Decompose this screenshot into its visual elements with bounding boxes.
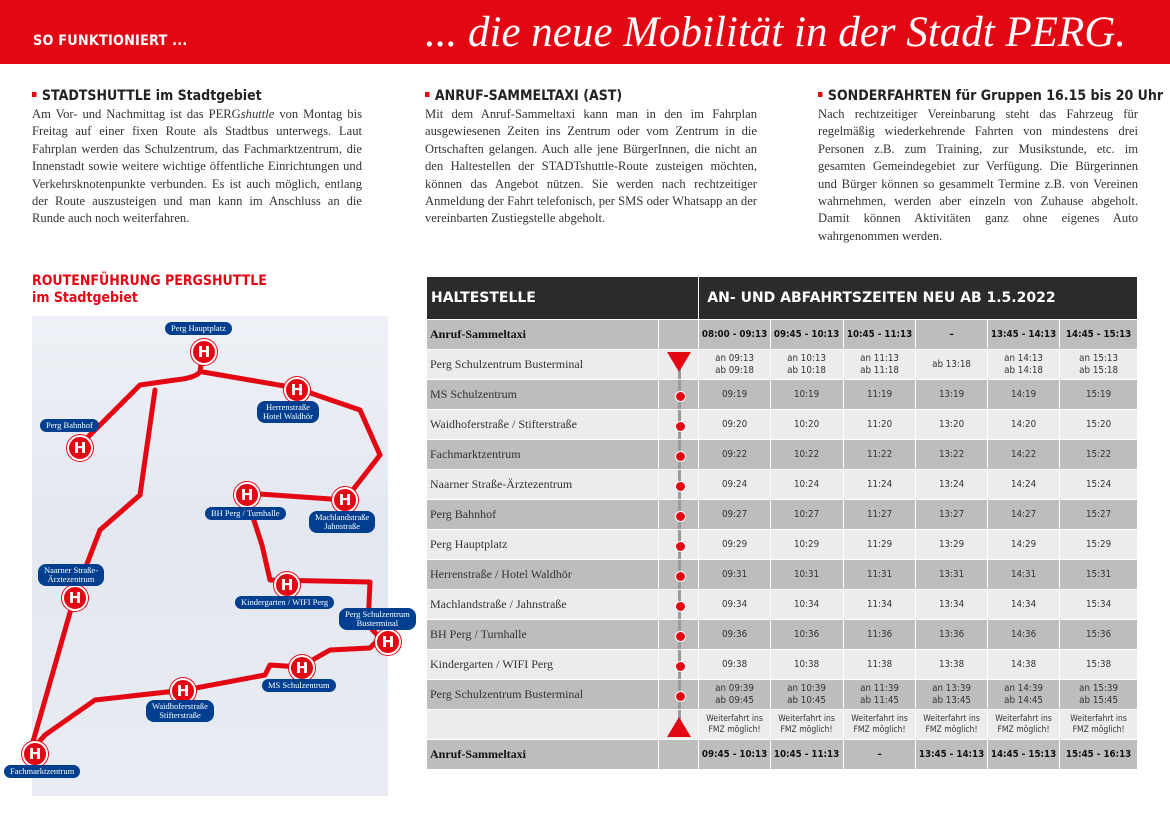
cell-time: 13:27 [915,500,987,530]
cell-stop: Perg Schulzentrum Busterminal [427,350,659,380]
cell-time: 10:24 [771,470,843,500]
stop-dot-icon [675,571,686,582]
cell-stop: Kindergarten / WIFI Perg [427,650,659,680]
stop-marker-fachmarktzentrum[interactable]: H [22,741,48,767]
cell-stop: Anruf-Sammeltaxi [427,320,659,350]
cell-time: – [915,320,987,350]
line-cell [659,590,699,620]
cell-time: 15:19 [1059,380,1137,410]
cell-time: 11:31 [843,560,915,590]
cell-stop: Fachmarktzentrum [427,440,659,470]
line-cell [659,620,699,650]
cell-time: an 10:13 ab 10:18 [771,350,843,380]
cell-time: 13:31 [915,560,987,590]
cell-time: 15:36 [1059,620,1137,650]
stop-dot-icon [675,661,686,672]
cell-time: 09:19 [699,380,771,410]
column-title: ANRUF-SAMMELTAXI (AST) [425,88,724,104]
table-row [427,680,1138,710]
cell-time: 09:36 [699,620,771,650]
stop-dot-icon [675,601,686,612]
column-text: Nach rechtzeitiger Vereinbarung steht das Fahrzeug für regelmäßig wiederkehrende Fahrten von mindestens drei Personen z.B. zum Training, zur Musikstunde, etc. im gesamten Gemeindegebiet zur Verfügung. Die Bürgerinnen und Bürger können so gesammelt Termine z.B. von Vereinen wahrnehmen, werden aber einzeln von Zuhause abgeholt. Damit können Aktivitäten ganz ohne eigenes Auto wahrgenommen werden. [818,107,1138,243]
line-cell [659,500,699,530]
cell-time: 11:38 [843,650,915,680]
cell-time: 10:31 [771,560,843,590]
cell-time: 14:27 [987,500,1059,530]
timetable-table [426,276,1138,770]
cell-time: 15:29 [1059,530,1137,560]
cell-time: 10:45 - 11:13 [771,740,843,770]
cell-time: 10:19 [771,380,843,410]
cell-time: 15:31 [1059,560,1137,590]
cell-time: 14:29 [987,530,1059,560]
cell-time: ab 13:18 [915,350,987,380]
cell-time: 15:20 [1059,410,1137,440]
cell-time: 11:27 [843,500,915,530]
cell-time: 09:34 [699,590,771,620]
cell-time: an 11:39 ab 11:45 [843,680,915,710]
header-stop: HALTESTELLE [427,277,699,320]
cell-time: 13:19 [915,380,987,410]
stop-label-ms-schulzentrum: MS Schulzentrum [262,679,336,692]
table-row [427,350,1138,380]
cell-time: an 11:13 ab 11:18 [843,350,915,380]
cell-stop [427,710,659,740]
stop-label-naarner-strasse: Naarner Straße- Ärztezentrum [38,564,104,586]
cell-time: 10:29 [771,530,843,560]
cell-time: 13:34 [915,590,987,620]
stop-label-fachmarktzentrum: Fachmarktzentrum [4,765,80,778]
stop-dot-icon [675,421,686,432]
cell-note: Weiterfahrt ins FMZ möglich! [771,710,843,740]
table-row [427,380,1138,410]
cell-stop: Naarner Straße-Ärztezentrum [427,470,659,500]
cell-time: 14:34 [987,590,1059,620]
cell-time: 15:45 - 16:13 [1059,740,1137,770]
cell-time: an 14:13 ab 14:18 [987,350,1059,380]
cell-time: 14:20 [987,410,1059,440]
cell-stop: Perg Bahnhof [427,500,659,530]
cell-note: Weiterfahrt ins FMZ möglich! [843,710,915,740]
line-cell [659,650,699,680]
cell-time: 09:45 - 10:13 [699,740,771,770]
cell-time: an 13:39 ab 13:45 [915,680,987,710]
cell-time: 11:20 [843,410,915,440]
cell-time: 10:45 - 11:13 [843,320,915,350]
cell-time: 13:22 [915,440,987,470]
cell-note: Weiterfahrt ins FMZ möglich! [1059,710,1137,740]
stop-label-machlandstrasse: Machlandstraße Jahnstraße [309,511,375,533]
cell-time: 15:34 [1059,590,1137,620]
stop-dot-icon [675,631,686,642]
table-row [427,620,1138,650]
cell-time: 14:22 [987,440,1059,470]
cell-time: 09:29 [699,530,771,560]
cell-time: 10:22 [771,440,843,470]
table-row-note [427,710,1138,740]
end-triangle-icon [667,717,691,737]
stop-label-schulzentrum-busterminal: Perg Schulzentrum Busterminal [339,608,416,630]
cell-time: 14:19 [987,380,1059,410]
line-cell [659,440,699,470]
cell-stop: Waidhoferstraße / Stifterstraße [427,410,659,440]
cell-time: 10:38 [771,650,843,680]
stop-dot-icon [675,691,686,702]
cell-stop: MS Schulzentrum [427,380,659,410]
line-cell [659,680,699,710]
cell-time: 11:34 [843,590,915,620]
cell-time: 15:27 [1059,500,1137,530]
table-row [427,590,1138,620]
line-cell [659,350,699,380]
cell-time: 10:36 [771,620,843,650]
table-row [427,530,1138,560]
stop-label-hauptplatz: Perg Hauptplatz [165,322,232,335]
cell-stop: Herrenstraße / Hotel Waldhör [427,560,659,590]
stop-marker-bahnhof[interactable]: H [67,435,93,461]
stop-marker-hauptplatz[interactable]: H [191,339,217,365]
header-times: AN- UND ABFAHRTSZEITEN NEU AB 1.5.2022 [699,277,1138,320]
cell-time: 13:24 [915,470,987,500]
route-title: ROUTENFÜHRUNG PERGSHUTTLE im Stadtgebiet [32,273,267,306]
table-row [427,410,1138,440]
cell-time: 11:36 [843,620,915,650]
cell-time: 09:20 [699,410,771,440]
stop-label-kindergarten: Kindergarten / WIFI Perg [235,596,334,609]
stop-dot-icon [675,511,686,522]
cell-time: an 09:13 ab 09:18 [699,350,771,380]
stop-marker-schulzentrum-busterminal[interactable]: H [375,629,401,655]
stop-marker-naarner-strasse[interactable]: H [62,585,88,611]
cell-time: 09:31 [699,560,771,590]
bullet-square [818,92,823,97]
column-ast [425,88,757,228]
stop-dot-icon [675,451,686,462]
cell-time: 09:22 [699,440,771,470]
cell-time: 09:24 [699,470,771,500]
stop-marker-ms-schulzentrum[interactable]: H [289,655,315,681]
line-cell [659,740,699,770]
cell-time: an 09:39 ab 09:45 [699,680,771,710]
cell-time: 10:27 [771,500,843,530]
stop-marker-herrenstrasse[interactable]: H [284,377,310,403]
column-text: Mit dem Anruf-Sammeltaxi kann man in den im Fahrplan ausgewiesenen Zeiten ins Zentrum oder vom Zentrum in die Ortschaften gelangen. Auch alle jene BürgerInnen, die nicht an den Haltestellen der STADTshuttle-Route zusteigen möchten, können das Angebot nützen. Sie werden nach rechtzeitiger Anmeldung der Fahrt telefonisch, per SMS oder Whatsapp an der vereinbarten Zustiegstelle abgeholt. [425,107,757,226]
stop-label-bh-perg: BH Perg / Turnhalle [205,507,286,520]
cell-note: Weiterfahrt ins FMZ möglich! [699,710,771,740]
line-cell [659,410,699,440]
stop-dot-icon [675,391,686,402]
header-kicker: SO FUNKTIONIERT ... [33,33,188,49]
cell-time: 11:29 [843,530,915,560]
line-cell [659,530,699,560]
header-slogan: ... die neue Mobilität in der Stadt PERG. [425,9,1127,56]
cell-time: 14:38 [987,650,1059,680]
column-title: SONDERFAHRTEN für Gruppen 16.15 bis 20 Uhr [818,88,1106,104]
cell-stop: Perg Hauptplatz [427,530,659,560]
cell-time: 13:29 [915,530,987,560]
table-row-ast-top [427,320,1138,350]
route-line [0,0,420,800]
table-row [427,470,1138,500]
column-title: STADTSHUTTLE im Stadtgebiet [32,88,329,104]
cell-time: 14:45 - 15:13 [987,740,1059,770]
cell-time: 11:22 [843,440,915,470]
bullet-square [425,92,430,97]
table-row [427,650,1138,680]
stop-label-herrenstrasse: Herrenstraße Hotel Waldhör [257,401,319,423]
cell-time: 14:45 - 15:13 [1059,320,1137,350]
line-cell [659,710,699,740]
stop-label-waidhoferstrasse: Waidhoferstraße Stifterstraße [146,700,214,722]
cell-time: 11:19 [843,380,915,410]
line-cell [659,560,699,590]
stop-marker-machlandstrasse[interactable]: H [332,487,358,513]
cell-time: 13:45 - 14:13 [987,320,1059,350]
cell-time: an 10:39 ab 10:45 [771,680,843,710]
cell-time: 15:22 [1059,440,1137,470]
cell-time: 14:31 [987,560,1059,590]
cell-stop: Machlandstraße / Jahnstraße [427,590,659,620]
stop-dot-icon [675,541,686,552]
cell-time: an 15:13 ab 15:18 [1059,350,1137,380]
cell-time: 10:20 [771,410,843,440]
stop-dot-icon [675,481,686,492]
cell-time: 11:24 [843,470,915,500]
cell-time: 15:24 [1059,470,1137,500]
cell-time: 13:45 - 14:13 [915,740,987,770]
line-cell [659,470,699,500]
stop-label-bahnhof: Perg Bahnhof [40,419,99,432]
cell-time: 14:36 [987,620,1059,650]
cell-stop: Anruf-Sammeltaxi [427,740,659,770]
table-row-ast-bottom [427,740,1138,770]
cell-time: 08:00 - 09:13 [699,320,771,350]
cell-time: 09:38 [699,650,771,680]
line-cell [659,380,699,410]
cell-time: 14:24 [987,470,1059,500]
cell-time: – [843,740,915,770]
line-cell [659,320,699,350]
stop-marker-waidhoferstrasse[interactable]: H [170,678,196,704]
cell-stop: Perg Schulzentrum Busterminal [427,680,659,710]
cell-time: 13:38 [915,650,987,680]
stop-marker-bh-perg[interactable]: H [234,482,260,508]
table-row [427,560,1138,590]
timetable [426,276,1138,770]
cell-stop: BH Perg / Turnhalle [427,620,659,650]
cell-time: 13:20 [915,410,987,440]
cell-note: Weiterfahrt ins FMZ möglich! [915,710,987,740]
cell-time: 13:36 [915,620,987,650]
cell-time: 09:27 [699,500,771,530]
stop-marker-kindergarten[interactable]: H [274,572,300,598]
cell-time: an 15:39 ab 15:45 [1059,680,1137,710]
cell-time: an 14:39 ab 14:45 [987,680,1059,710]
cell-time: 09:45 - 10:13 [771,320,843,350]
cell-time: 10:34 [771,590,843,620]
table-row [427,500,1138,530]
column-sonderfahrten [818,88,1164,245]
column-text: Am Vor- und Nachmittag ist das PERGshuttle von Montag bis Freitag auf einer fixen Route als Stadtbus unterwegs. Laut Fahrplan werden das Schulzentrum, das Fachmarktzentrum, die Innenstadt sowie weitere wichtige öffentliche Einrichtungen und Verkehrsknotenpunkte verbunden. Es ist auch möglich, entlang der Route auszusteigen und man kann im Anschluss an die Runde auch noch weiterfahren. [32,107,362,226]
table-row [427,440,1138,470]
cell-note: Weiterfahrt ins FMZ möglich! [987,710,1059,740]
cell-time: 15:38 [1059,650,1137,680]
start-triangle-icon [667,352,691,372]
